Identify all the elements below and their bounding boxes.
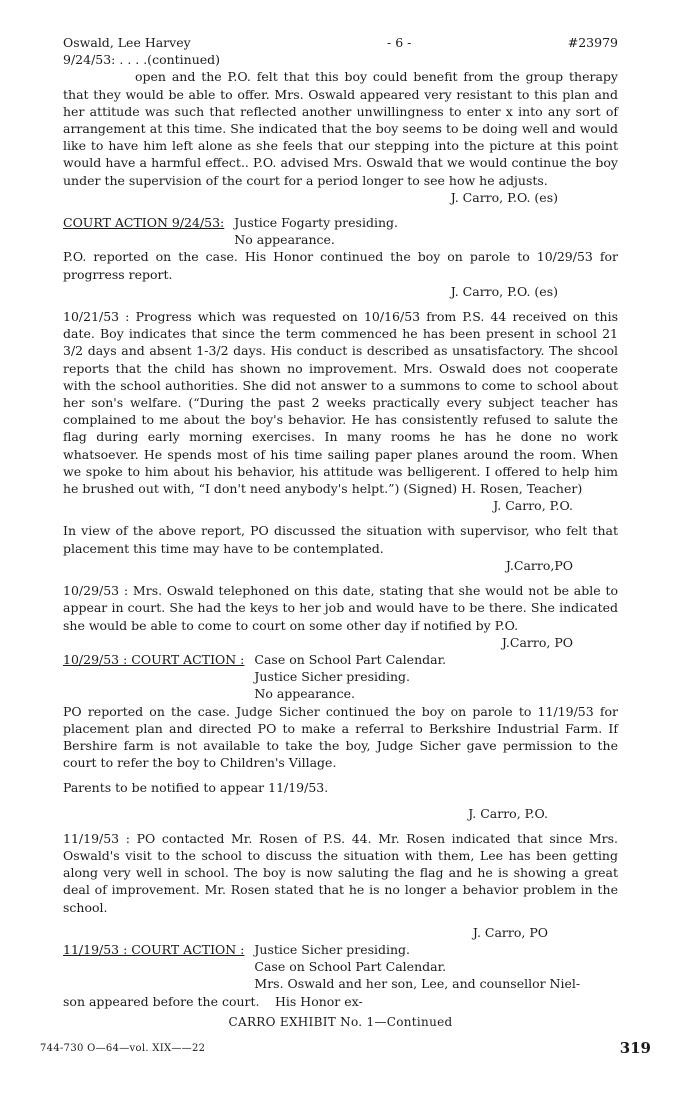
court-action-block [63,651,618,703]
court-action-label: COURT ACTION 9/24/53: [63,215,225,231]
court-action-line: Case on School Part Calendar. [254,959,447,975]
paragraph: Parents to be notified to appear 11/19/53. [63,780,329,796]
paragraph: In view of the above report, PO discussed the situation with supervisor, who felt that placement this time may have to be contemplated. [63,523,618,556]
signature: J. Carro, P.O. (es) [450,283,558,299]
print-code: 744-730 O—64—vol. XIX——22 [40,1043,206,1054]
court-action-label: 11/19/53 : COURT ACTION : [63,941,245,957]
court-action-line: Case on School Part Calendar. [254,651,447,667]
court-action-label: 10/29/53 : COURT ACTION : [63,651,245,667]
signature: J. Carro, P.O. (es) [450,189,558,205]
court-action-line: Justice Sicher presiding. [254,669,411,685]
header-case-number: #23979 [567,35,618,50]
signature: J. Carro, P.O. [468,805,548,821]
header-name: Oswald, Lee Harvey [63,35,191,50]
page-footer [40,1040,651,1057]
paragraph: open and the P.O. felt that this boy could benefit from the group therapy that they would be able to offer. Mrs. Oswald appeared very resistant to this plan and her attitude was such that reflected another unwillingness to enter x into any sort of arrangement at this time. She indicated that the boy seems to be doing well and would like to have him left alone as she feels that our stepping into the picture at this point would have a harmful effect.. P.O. advised Mrs. Oswald that we would continue the boy under the supervision of the court for a period longer to see how he adjusts. [63,69,618,188]
paragraph: PO reported on the case. Judge Sicher continued the boy on parole to 11/19/53 for placement plan and directed PO to make a referral to Berkshire Industrial Farm. If Bershire farm is not available to take the boy, Judge Sicher gave permission to the court to refer the boy to Children's Village. [63,703,618,771]
continued-line: 9/24/53: . . . .(continued) [63,52,221,68]
court-action-line: No appearance. [254,686,355,702]
court-action-line: Mrs. Oswald and her son, Lee, and counsellor Niel- [254,976,581,992]
header-page: - 6 - [387,35,412,50]
signature: J.Carro, PO [501,634,573,650]
document-page [63,34,618,1031]
court-action-line: son appeared before the court. [63,993,260,1009]
paragraph: 10/29/53 : Mrs. Oswald telephoned on this date, stating that she would not be able to appear in court. She had the keys to her job and would have to be there. She indicated she would be able to come to court on some other day if notified by P.O. [63,583,618,633]
court-action-line: His Honor ex- [275,993,363,1009]
court-action-line: No appearance. [234,232,335,248]
exhibit-caption: CARRO EXHIBIT No. 1—Continued [228,1014,453,1029]
court-action-block [63,941,618,993]
paragraph: 11/19/53 : PO contacted Mr. Rosen of P.S. 44. Mr. Rosen indicated that since Mrs. Oswald's visit to the school to discuss the situation with them, Lee has been getting along very well in school. The boy is now saluting the flag and he is showing a great deal of improvement. Mr. Rosen stated that he is no longer a behavior problem in the school. [63,830,618,915]
paragraph: 10/21/53 : Progress which was requested on 10/16/53 from P.S. 44 received on this date. Boy indicates that since the term commenced he has been present in school 21 3/2 days and absent 1-3/2 days. His conduct is described as unsatisfactory. The shcool reports that the child has shown no improvement. Mrs. Oswald does not cooperate with the school authorities. She did not answer to a summons to come to school about her son's welfare. (“During the past 2 weeks practically every subject teacher has complained to me about the boy's behavior. He has consistently refused to salute the flag during early morning exercises. In many rooms he has he done no work whatsoever. He spends most of his time sailing paper planes around the room. When we spoke to him about his behavior, his attitude was belligerent. I offered to help him he brushed out with, “I don't need anybody's helpt.”) (Signed) H. Rosen, Teacher) [63,309,618,497]
page-header [63,34,618,51]
signature: J. Carro, PO [472,924,548,940]
court-action-block [63,214,618,248]
page-number: 319 [619,1039,651,1057]
court-action-line: Justice Fogarty presiding. [234,215,398,231]
signature: J.Carro,PO [505,557,573,573]
signature: J. Carro, P.O. [493,498,573,514]
paragraph: P.O. reported on the case. His Honor continued the boy on parole to 10/29/53 for progrress report. [63,249,618,282]
court-action-line: Justice Sicher presiding. [254,941,411,957]
